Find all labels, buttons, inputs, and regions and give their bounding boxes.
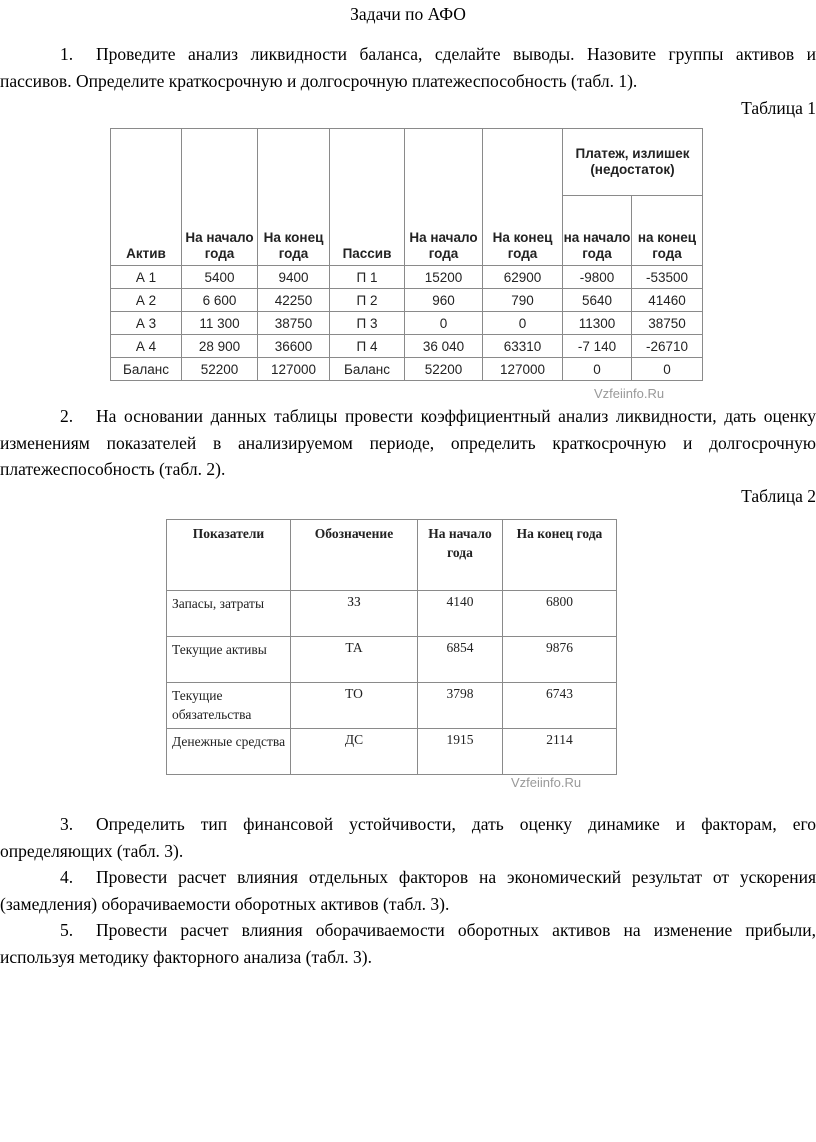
task-2-paragraph [0, 403, 816, 483]
table-row [167, 637, 617, 683]
table-cell: 36 040 [405, 335, 483, 358]
col-header-sub-end: на конец года [632, 196, 703, 266]
table-cell: 0 [563, 358, 632, 381]
table-cell: А 2 [111, 289, 182, 312]
table-cell: 38750 [258, 312, 330, 335]
table-row [111, 335, 703, 358]
task-3-number: 3. [60, 814, 74, 834]
table-cell: 11 300 [182, 312, 258, 335]
table-cell: 11300 [563, 312, 632, 335]
table-cell: 0 [483, 312, 563, 335]
table-row [111, 266, 703, 289]
table-cell: 127000 [258, 358, 330, 381]
task-3-paragraph [0, 811, 816, 864]
table-cell: 6854 [418, 637, 503, 683]
table-cell: 9876 [503, 637, 617, 683]
task-4-text: Провести расчет влияния отдельных факторов на экономический результат от ускорения (замедления) оборачиваемости оборотных активов (табл. 3). [0, 867, 816, 914]
task-5-text: Провести расчет влияния оборачиваемости оборотных активов на изменение прибыли, используя методику факторного анализа (табл. 3). [0, 920, 816, 967]
table-cell: ТО [291, 683, 418, 729]
table-cell: 63310 [483, 335, 563, 358]
watermark: Vzfeiinfo.Ru [511, 775, 582, 790]
table-cell: ЗЗ [291, 591, 418, 637]
col-header-start: На начало года [182, 129, 258, 266]
col-header-end: На конец года [258, 129, 330, 266]
task-1-number: 1. [60, 44, 74, 64]
col-header-end2: На конец года [483, 129, 563, 266]
task-4-number: 4. [60, 867, 74, 887]
table-1 [110, 128, 703, 381]
table-cell: -9800 [563, 266, 632, 289]
table-cell: 0 [632, 358, 703, 381]
task-3-text: Определить тип финансовой устойчивости, дать оценку динамике и факторам, его определяющих (табл. 3). [0, 814, 816, 861]
table-cell: 4140 [418, 591, 503, 637]
table-cell: 1915 [418, 729, 503, 775]
col-header-aktiv: Актив [111, 129, 182, 266]
table-cell: 3798 [418, 683, 503, 729]
col-header-sub-start: на начало года [563, 196, 632, 266]
table-cell: Баланс [111, 358, 182, 381]
table-cell: -26710 [632, 335, 703, 358]
table-cell: 42250 [258, 289, 330, 312]
col-header-end: На конец года [503, 520, 617, 591]
table-row [111, 358, 703, 381]
table-cell: 2114 [503, 729, 617, 775]
table-cell: 41460 [632, 289, 703, 312]
table-cell: Баланс [330, 358, 405, 381]
task-4-paragraph [0, 864, 816, 917]
col-header-indicator: Показатели [167, 520, 291, 591]
table-cell: 5400 [182, 266, 258, 289]
table-row [111, 312, 703, 335]
table-cell: А 1 [111, 266, 182, 289]
task-2-text: На основании данных таблицы провести коэффициентный анализ ликвидности, дать оценку изменениям показателей в анализируемом периоде, определить краткосрочную и долгосрочную платежеспособность (табл. 2). [0, 406, 816, 479]
table-row [167, 683, 617, 729]
table-cell: 52200 [182, 358, 258, 381]
table-cell: 127000 [483, 358, 563, 381]
table-cell: 36600 [258, 335, 330, 358]
table-cell: 28 900 [182, 335, 258, 358]
table-cell: ДС [291, 729, 418, 775]
task-2-number: 2. [60, 406, 74, 426]
document-title: Задачи по АФО [350, 4, 466, 24]
table-cell: Текущие активы [167, 637, 291, 683]
table-cell: П 2 [330, 289, 405, 312]
task-5-number: 5. [60, 920, 74, 940]
table-cell: Запасы, затраты [167, 591, 291, 637]
col-header-start2: На начало года [405, 129, 483, 266]
table-cell: 62900 [483, 266, 563, 289]
table-cell: -53500 [632, 266, 703, 289]
col-header-group: Платеж, излишек (недостаток) [563, 129, 703, 196]
col-header-passiv: Пассив [330, 129, 405, 266]
table-cell: 960 [405, 289, 483, 312]
watermark: Vzfeiinfo.Ru [594, 386, 665, 401]
table-2 [166, 519, 617, 775]
table-cell: 790 [483, 289, 563, 312]
table-row [167, 591, 617, 637]
table-cell: 6 600 [182, 289, 258, 312]
table-cell: 5640 [563, 289, 632, 312]
table-cell: 38750 [632, 312, 703, 335]
table-cell: А 3 [111, 312, 182, 335]
table-cell: 6800 [503, 591, 617, 637]
col-header-designation: Обозначение [291, 520, 418, 591]
table-2-caption: Таблица 2 [741, 486, 816, 506]
table-cell: Денежные средства [167, 729, 291, 775]
table-cell: А 4 [111, 335, 182, 358]
table-cell: ТА [291, 637, 418, 683]
table-cell: 0 [405, 312, 483, 335]
table-cell: 9400 [258, 266, 330, 289]
table-cell: 15200 [405, 266, 483, 289]
table-cell: П 3 [330, 312, 405, 335]
table-1-caption: Таблица 1 [741, 98, 816, 118]
table-cell: 52200 [405, 358, 483, 381]
table-cell: 6743 [503, 683, 617, 729]
col-header-start: На начало года [418, 520, 503, 591]
table-cell: П 4 [330, 335, 405, 358]
table-row [111, 289, 703, 312]
table-cell: -7 140 [563, 335, 632, 358]
table-cell: П 1 [330, 266, 405, 289]
table-cell: Текущие обязательства [167, 683, 291, 729]
task-5-paragraph [0, 917, 816, 970]
task-1-text: Проведите анализ ликвидности баланса, сделайте выводы. Назовите группы активов и пассивов. Определите краткосрочную и долгосрочную платежеспособность (табл. 1). [0, 44, 816, 91]
task-1-paragraph [0, 41, 816, 94]
table-row [167, 729, 617, 775]
